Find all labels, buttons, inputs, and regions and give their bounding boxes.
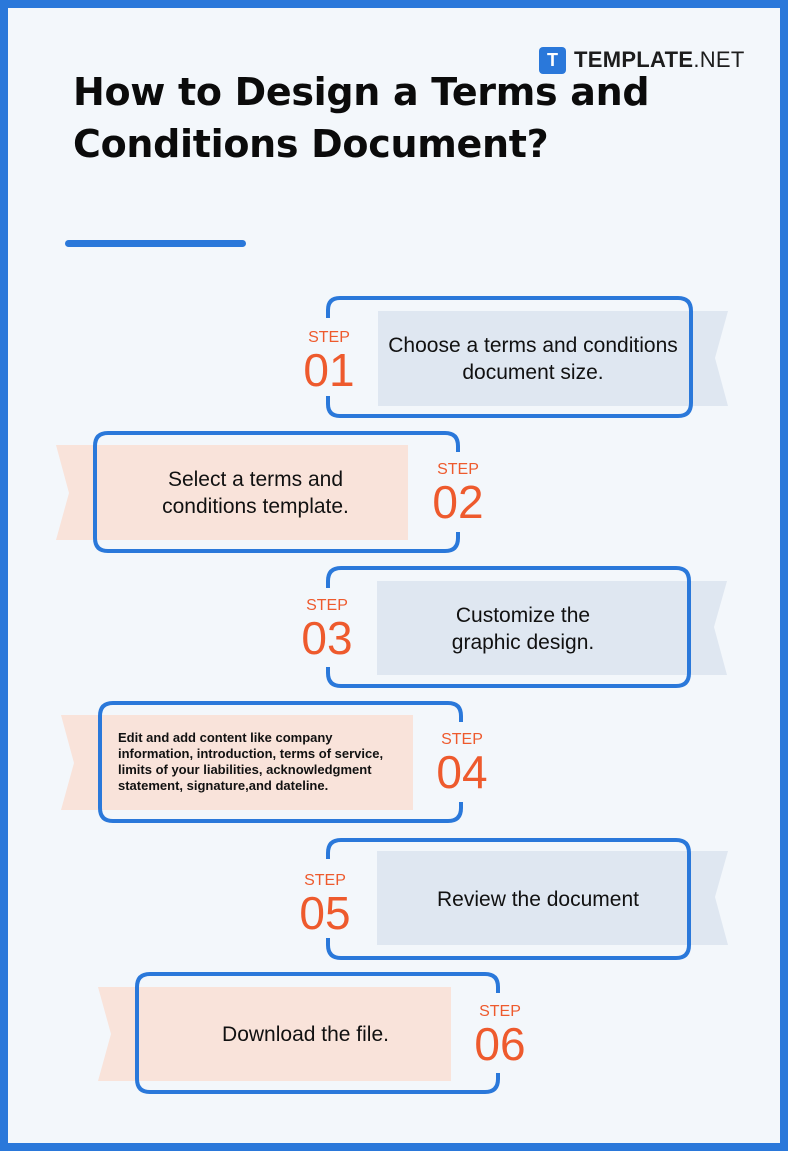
step-description: Review the document: [437, 887, 639, 911]
step-description: Select a terms and conditions template.: [162, 468, 349, 518]
step-word: STEP: [437, 461, 479, 478]
step-word: STEP: [304, 872, 346, 889]
step-02-label: [423, 462, 493, 526]
step-04-text: [118, 718, 410, 806]
step-03-label: [292, 598, 362, 662]
page-title: How to Design a Terms and Conditions Document?: [73, 70, 650, 166]
logo-mark-icon: T: [539, 47, 566, 74]
logo-name-bold: TEMPLATE: [574, 47, 694, 72]
step-decorations: [8, 8, 780, 1143]
step-word: STEP: [479, 1003, 521, 1020]
step-description: Download the file.: [222, 1022, 389, 1046]
step-number: 03: [301, 612, 353, 664]
step-01-text: [383, 313, 683, 405]
step-03-text: [428, 583, 618, 675]
step-05-label: [290, 873, 360, 937]
step-number: 01: [303, 344, 355, 396]
step-number: 04: [436, 746, 488, 798]
step-number: 06: [474, 1018, 526, 1070]
step-word: STEP: [306, 597, 348, 614]
step-04-label: [427, 732, 497, 796]
step-02-text: [123, 447, 388, 539]
step-word: STEP: [308, 329, 350, 346]
step-word: STEP: [441, 731, 483, 748]
step-06-text: [148, 988, 463, 1080]
step-description: Choose a terms and conditions document size.: [388, 334, 678, 384]
step-description: Customize the graphic design.: [451, 604, 595, 654]
step-06-label: [465, 1004, 535, 1068]
step-01-label: [294, 330, 364, 394]
step-05-text: [383, 853, 693, 945]
step-number: 02: [432, 476, 484, 528]
logo-name-light: .NET: [693, 47, 745, 72]
step-description: Edit and add content like company information, introduction, terms of service, limits of your liabilities, acknowledgment statement, signature,and dateline.: [118, 730, 384, 793]
step-number: 05: [299, 887, 351, 939]
